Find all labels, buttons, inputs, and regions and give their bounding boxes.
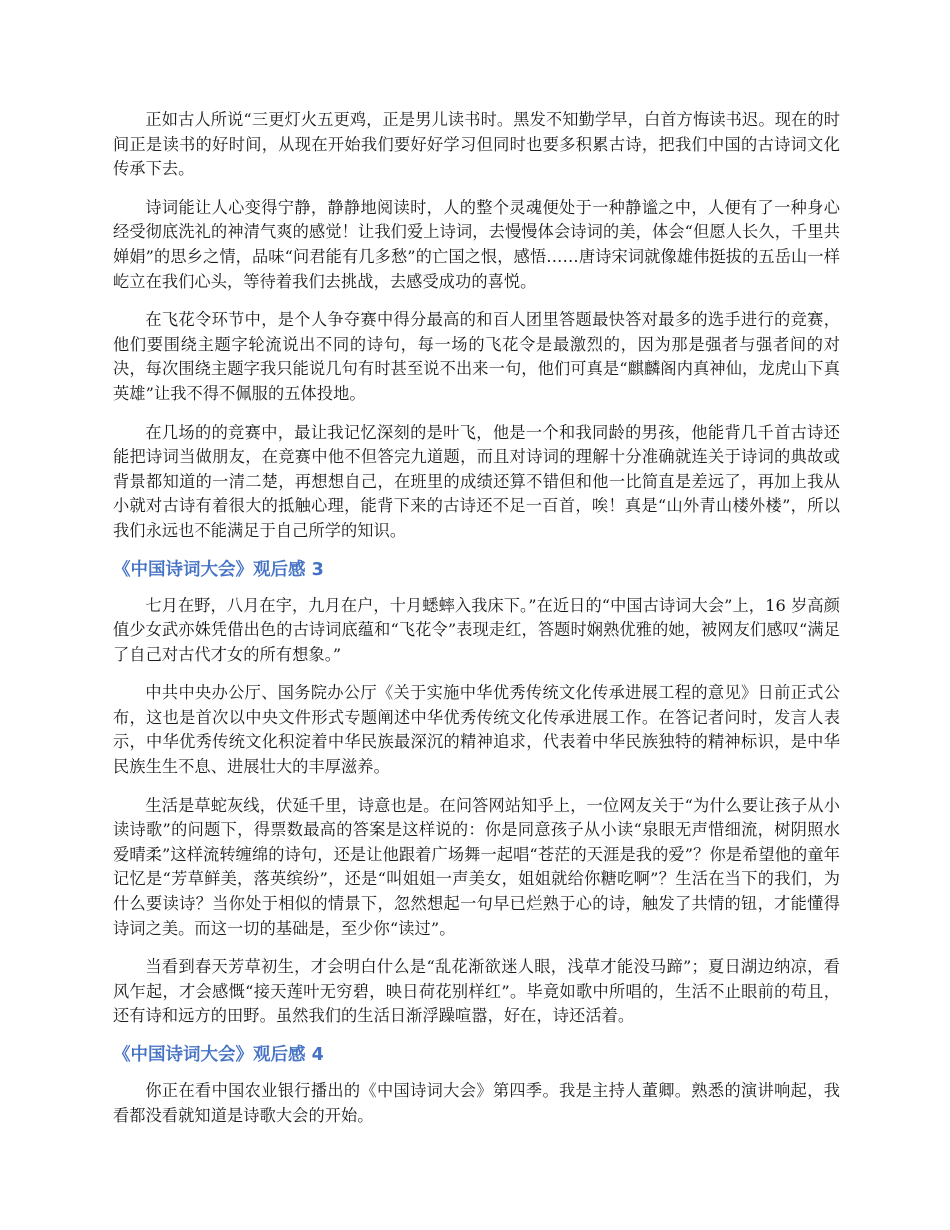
paragraph: 在飞花令环节中，是个人争夺赛中得分最高的和百人团里答题最快答对最多的选手进行的竞赛，他们要围绕主题字轮流说出不同的诗句，每一场的飞花令是最激烈的，因为那是强者与强者间的对决，每次围绕主题字我只能说几句有时甚至说不出来一句，他们可真是“麒麟阁内真神仙，龙虎山下真英雄”让我不得不佩服的五体投地。 <box>113 310 840 403</box>
section-heading: 《中国诗词大会》观后感 3 <box>113 559 324 580</box>
paragraph: 诗词能让人心变得宁静，静静地阅读时，人的整个灵魂便处于一种静谧之中，人便有了一种身心经受彻底洗礼的神清气爽的感觉！让我们爱上诗词，去慢慢体会诗词的美，体会“但愿人长久，千里共婵娟”的思乡之情，品味“问君能有几多愁”的亡国之恨，感悟……唐诗宋词就像雄伟挺拔的五岳山一样屹立在我们心头，等待着我们去挑战，去感受成功的喜悦。 <box>113 197 840 291</box>
paragraph: 中共中央办公厅、国务院办公厅《关于实施中华优秀传统文化传承进展工程的意见》日前正式公布，这也是首次以中央文件形式专题阐述中华优秀传统文化传承进展工作。在答记者问时，发言人表示，中华优秀传统文化积淀着中华民族最深沉的精神追求，代表着中华民族独特的精神标识，是中华民族生生不息、进展壮大的丰厚滋养。 <box>113 683 840 777</box>
section-heading: 《中国诗词大会》观后感 4 <box>113 1045 324 1065</box>
paragraph: 在几场的的竞赛中，最让我记忆深刻的是叶飞，他是一个和我同龄的男孩，他能背几千首古诗还能把诗词当做朋友，在竞赛中他不但答完九道题，而且对诗词的理解十分准确就连关于诗词的典故或背景都知道的一清二楚，再想想自己，在班里的成绩还算不错但和他一比简直是差远了，再加上我从小就对古诗有着很大的抵触心理，能背下来的古诗还不足一百首，唉！真是“山外青山楼外楼”，所以我们永远也不能满足于自己所学的知识。 <box>113 422 840 540</box>
paragraph: 生活是草蛇灰线，伏延千里，诗意也是。在问答网站知乎上，一位网友关于“为什么要让孩子从小读诗歌”的问题下，得票数最高的答案是这样说的：你是同意孩子从小读“泉眼无声惜细流，树阴照水爱晴柔”这样流转缠绵的诗句，还是让他跟着广场舞一起唱“苍茫的天涯是我的爱”？你是希望他的童年记忆是“芳草鲜美，落英缤纷”，还是“叫姐姐一声美女，姐姐就给你糖吃啊”？生活在当下的我们，为什么要读诗？当你处于相似的情景下，忽然想起一句早已烂熟于心的诗，触发了共情的钮，才能懂得诗词之美。而这一切的基础是，至少你“读过”。 <box>113 795 840 938</box>
paragraph: 你正在看中国农业银行播出的《中国诗词大会》第四季。我是主持人董卿。熟悉的演讲响起，我看都没看就知道是诗歌大会的开始。 <box>113 1081 840 1125</box>
document-page <box>113 108 840 1142</box>
paragraph: 正如古人所说“三更灯火五更鸡，正是男儿读书时。黑发不知勤学早，白首方悔读书迟。现在的时间正是读书的好时间，从现在开始我们要好好学习但同时也要多积累古诗，把我们中国的古诗词文化传承下去。 <box>113 110 840 179</box>
paragraph: 当看到春天芳草初生，才会明白什么是“乱花渐欲迷人眼，浅草才能没马蹄”；夏日湖边纳凉，看风乍起，才会感慨“接天莲叶无穷碧，映日荷花别样红”。毕竟如歌中所唱的，生活不止眼前的苟且，还有诗和远方的田野。虽然我们的生活日渐浮躁喧嚣，好在，诗还活着。 <box>113 957 840 1026</box>
paragraph: 七月在野，八月在宇，九月在户，十月蟋蟀入我床下。”在近日的“中国古诗词大会”上，16 岁高颜值少女武亦姝凭借出色的古诗词底蕴和“飞花令”表现走红，答题时娴熟优雅的她，被网友们感叹“满足了自己对古代才女的所有想象。” <box>113 595 840 664</box>
